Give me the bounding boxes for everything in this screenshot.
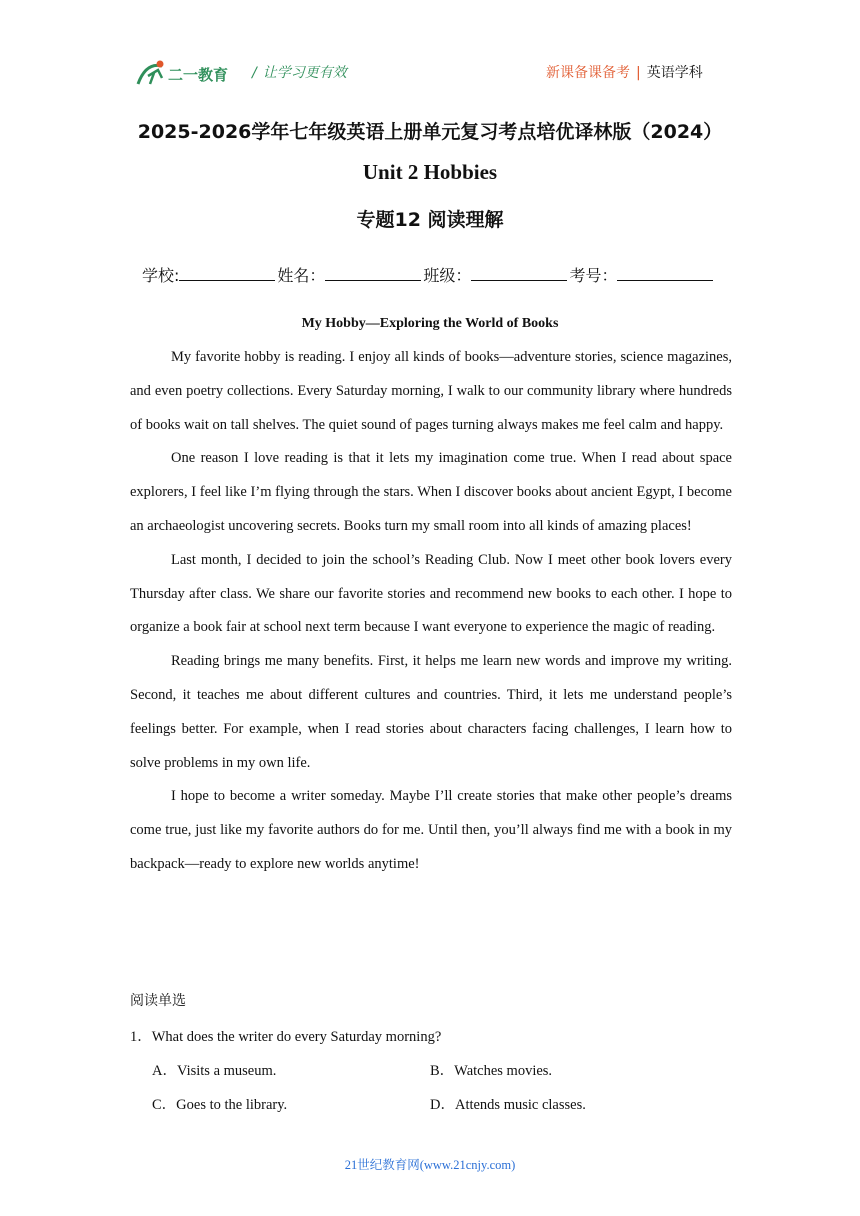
school-label: 学校: — [142, 266, 180, 285]
exam-no-label: 考号： — [569, 266, 618, 285]
option-c[interactable]: C．Goes to the library. — [152, 1097, 288, 1113]
passage-body — [130, 341, 732, 882]
paragraph: Reading brings me many benefits. First, it helps me learn new words and improve my writing. Second, it teaches me about different cultures and countries. Third, it lets me understand people’s feelings better. For example, when I read stories about characters facing challenges, I learn how to solve problems in my own life. — [130, 653, 732, 771]
header-slogan — [252, 62, 347, 82]
option-b[interactable]: B．Watches movies. — [430, 1063, 553, 1079]
name-blank[interactable] — [325, 266, 421, 281]
exam-no-blank[interactable] — [617, 266, 713, 281]
passage-title: My Hobby—Exploring the World of Books — [301, 316, 559, 331]
logo-text: 二一教育 — [168, 66, 229, 84]
unit-title: Unit 2 Hobbies — [362, 160, 498, 184]
question-stem: 1．What does the writer do every Saturday morning? — [130, 1029, 442, 1045]
header-right — [546, 62, 703, 82]
option-a[interactable]: A．Visits a museum. — [152, 1063, 277, 1079]
slogan-slash: / — [252, 65, 257, 81]
school-blank[interactable] — [179, 266, 275, 281]
header-right-label: 新课备课备考 — [546, 65, 630, 81]
slogan-text: 让学习更有效 — [262, 65, 347, 81]
page-header — [0, 0, 860, 100]
topic-title: 专题12 阅读理解 — [356, 209, 504, 231]
paragraph: Last month, I decided to join the school’s Reading Club. Now I meet other book lovers every Thursday after class. We share our favorite stories and recommend new books to each other. I hope to organize a book fair at school next term because I want everyone to experience the magic of reading. — [130, 551, 732, 636]
section-label: 阅读单选 — [130, 993, 186, 1009]
option-d[interactable]: D．Attends music classes. — [430, 1097, 586, 1113]
class-label: 班级： — [423, 266, 472, 285]
student-info-line — [142, 263, 715, 286]
name-label: 姓名： — [277, 266, 326, 285]
document-title: 2025-2026学年七年级英语上册单元复习考点培优译林版（2024） — [137, 121, 723, 143]
header-separator: | — [636, 65, 641, 81]
page-footer: 21世纪教育网(www.21cnjy.com) — [344, 1158, 516, 1172]
paragraph: My favorite hobby is reading. I enjoy all kinds of books—adventure stories, science magazines, and even poetry collections. Every Saturday morning, I walk to our community library where hundreds of books wait on tall shelves. The quiet sound of pages turning always makes me feel calm and happy. — [130, 349, 732, 433]
header-subject: 英语学科 — [646, 65, 703, 81]
paragraph: I hope to become a writer someday. Maybe I’ll create stories that make other people’s dreams come true, just like my favorite authors do for me. Until then, you’ll always find me with a book in my backpack—ready to explore new worlds anytime! — [130, 788, 732, 872]
class-blank[interactable] — [471, 266, 567, 281]
paragraph: One reason I love reading is that it lets my imagination come true. When I read about space explorers, I feel like I’m flying through the stars. When I discover books about ancient Egypt, I become an archaeologist uncovering secrets. Books turn my small room into all kinds of amazing places! — [130, 450, 732, 534]
logo-icon — [132, 56, 242, 90]
